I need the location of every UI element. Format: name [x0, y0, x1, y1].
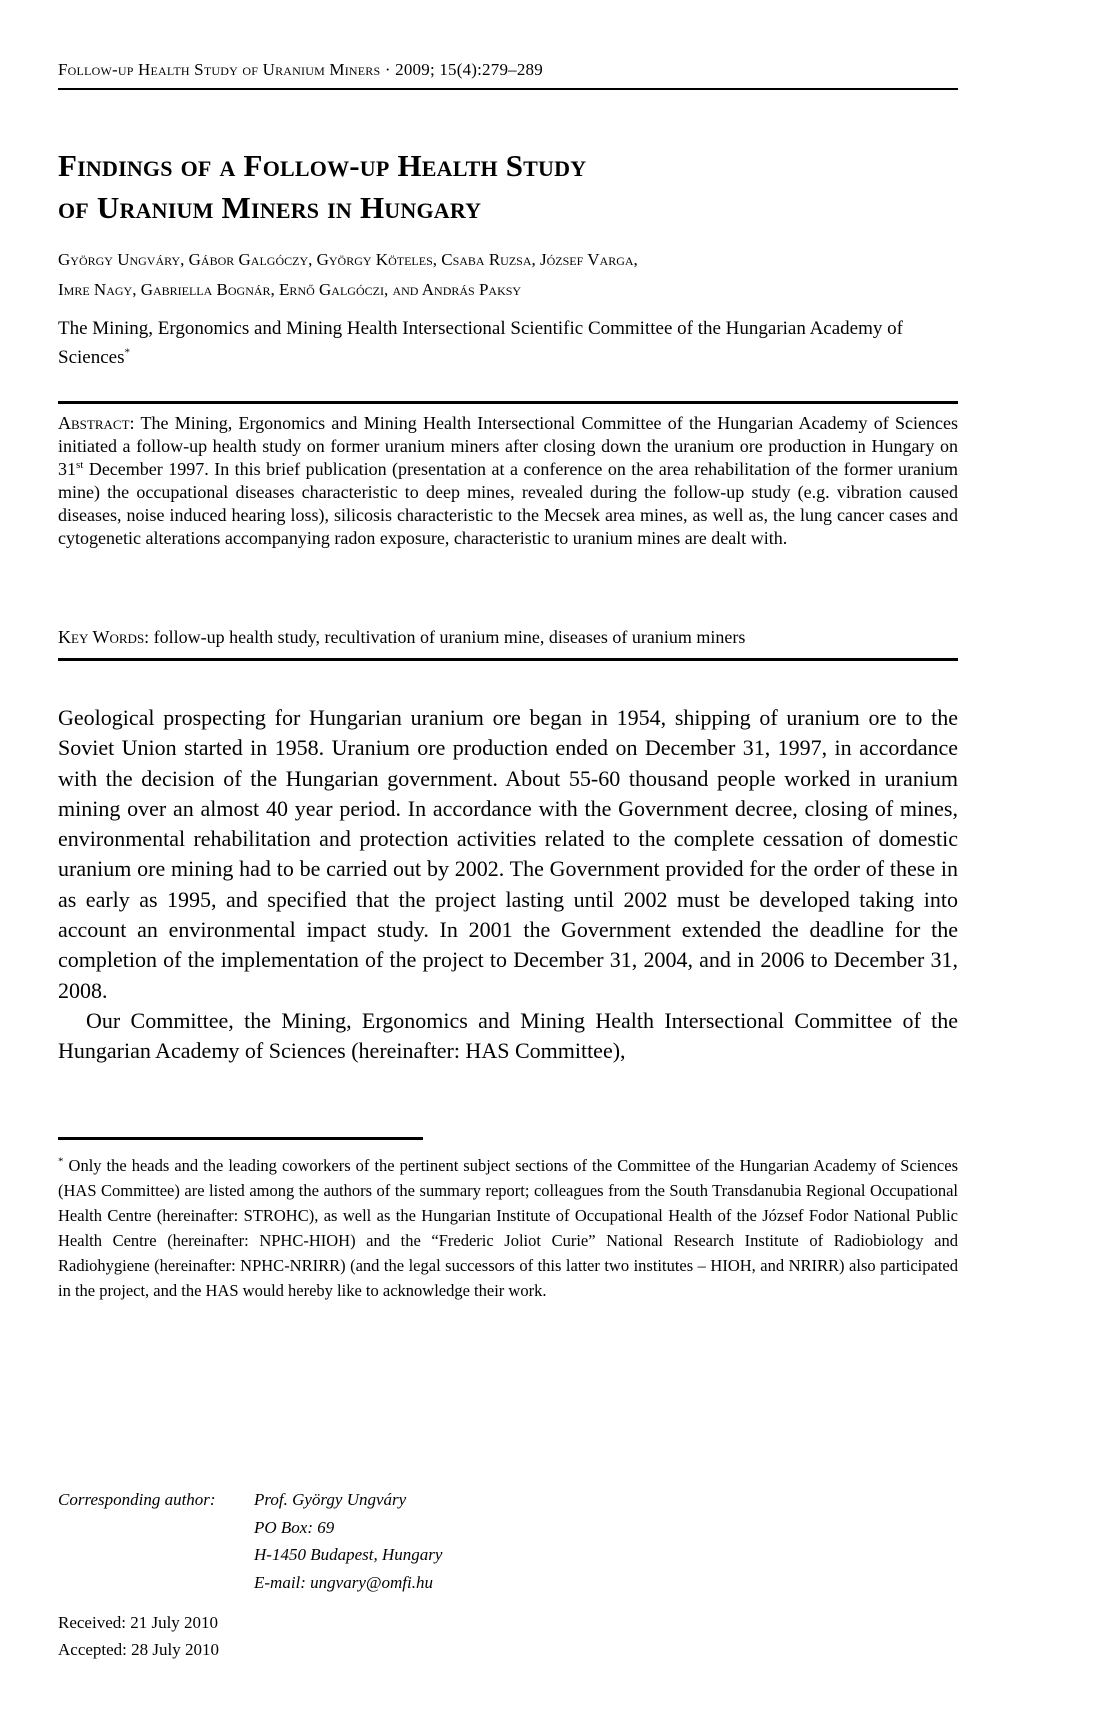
corresponding-author-row	[58, 1541, 442, 1569]
corresponding-author-email[interactable]: E-mail: ungvary@omfi.hu	[254, 1572, 433, 1592]
abstract	[58, 412, 958, 550]
footnote-mark: *	[58, 1155, 64, 1168]
body-paragraph-2: Our Committee, the Mining, Ergonomics and Mining Health Intersectional Committee of the Hungarian Academy of Sciences (hereinafter: HAS Committee),	[58, 1007, 958, 1064]
corresponding-author-row	[58, 1486, 442, 1514]
corresponding-author-row	[58, 1569, 442, 1597]
abstract-text-part-2: December 1997. In this brief publication (presentation at a conference on the area rehabilitation of the former uranium mine) the occupational diseases characteristic to deep mines, revealed during the follow-up study (e.g. vibration caused diseases, noise induced hearing loss), silicosis characteristic to the Mecsek area mines, as well as, the lung cancer cases and cytogenetic alterations accompanying radon exposure, characteristic to uranium mines are dealt with.	[58, 459, 958, 548]
running-head-title: Follow-up Health Study of Uranium Miners	[58, 60, 381, 79]
keywords-text: follow-up health study, recultivation of uranium mine, diseases of uranium miners	[149, 627, 746, 647]
running-head-citation: 2009; 15(4):279–289	[395, 60, 543, 79]
article-title-line-2: of Uranium Miners in Hungary	[58, 190, 482, 225]
affiliation-footnote-mark[interactable]: *	[124, 346, 130, 359]
received-date: Received: 21 July 2010	[58, 1613, 219, 1632]
header-rule	[58, 88, 958, 90]
footnote	[58, 1153, 958, 1303]
running-head-separator: ·	[380, 60, 396, 79]
keywords	[58, 626, 958, 649]
accepted-date: Accepted: 28 July 2010	[58, 1640, 219, 1659]
corresponding-author-city: H-1450 Budapest, Hungary	[254, 1545, 443, 1564]
abstract-top-rule	[58, 401, 958, 404]
corresponding-author	[58, 1486, 442, 1596]
running-head	[58, 60, 543, 80]
body-text	[58, 703, 958, 1067]
body-paragraph-1: Geological prospecting for Hungarian uranium ore began in 1954, shipping of uranium ore to the Soviet Union started in 1958. Uranium ore production ended on December 31, 1997, in accordance with the decision of the Hungarian government. About 55-60 thousand people worked in uranium mining over an almost 40 year period. In accordance with the Government decree, closing of mines, environmental rehabilitation and protection activities related to the complete cessation of domestic uranium ore mining had to be carried out by 2002. The Government provided for the order of these in as early as 1995, and specified that the project lasting until 2002 must be developed taking into account an environmental impact study. In 2001 the Government extended the deadline for the completion of the implementation of the project to December 31, 2004, and in 2006 to December 31, 2008.	[58, 705, 958, 1003]
article-dates	[58, 1609, 219, 1663]
author-list	[58, 245, 638, 305]
keywords-label: Key Words:	[58, 627, 150, 647]
affiliation	[58, 314, 958, 372]
abstract-label: Abstract:	[58, 413, 135, 433]
article-title	[58, 145, 586, 229]
author-list-line-2: Imre Nagy, Gabriella Bognár, Ernő Galgóczi, and András Paksy	[58, 280, 522, 299]
affiliation-text: The Mining, Ergonomics and Mining Health Intersectional Scientific Committee of the Hungarian Academy of Sciences	[58, 318, 903, 368]
abstract-bottom-rule	[58, 658, 958, 661]
footnote-text: Only the heads and the leading coworkers of the pertinent subject sections of the Committee of the Hungarian Academy of Sciences (HAS Committee) are listed among the authors of the summary report; colleagues from the South Transdanubia Regional Occupational Health Centre (hereinafter: STROHC), as well as the Hungarian Institute of Occupational Health of the József Fodor National Public Health Centre (hereinafter: NPHC-HIOH) and the “Frederic Joliot Curie” National Research Institute of Radiobiology and Radiohygiene (hereinafter: NPHC-NRIRR) (and the legal successors of this latter two institutes – HIOH, and NRIRR) also participated in the project, and the HAS would hereby like to acknowledge their work.	[58, 1156, 958, 1300]
article-title-line-1: Findings of a Follow-up Health Study	[58, 148, 587, 183]
footnote-rule	[58, 1137, 423, 1140]
corresponding-author-row	[58, 1514, 442, 1542]
corresponding-author-label: Corresponding author:	[58, 1490, 216, 1509]
author-list-line-1: György Ungváry, Gábor Galgóczy, György Köteles, Csaba Ruzsa, József Varga,	[58, 250, 638, 269]
corresponding-author-name: Prof. György Ungváry	[254, 1490, 407, 1509]
corresponding-author-po-box: PO Box: 69	[254, 1517, 335, 1537]
abstract-ordinal-suffix: st	[76, 459, 84, 471]
abstract-text-part-1: The Mining, Ergonomics and Mining Health Intersectional Committee of the Hungarian Academy of Sciences initiated a follow-up health study on former uranium miners after closing down the uranium ore production in Hungary on 31	[58, 413, 958, 479]
